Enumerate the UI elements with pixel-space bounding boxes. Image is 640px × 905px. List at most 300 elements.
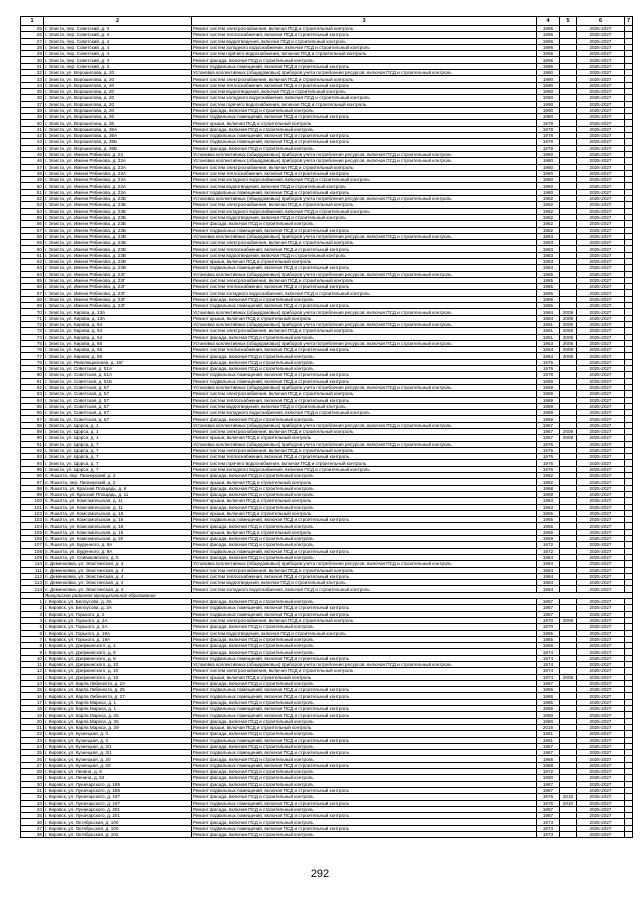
year-built-cell: 1967 xyxy=(537,422,560,428)
year-built-cell: 1984 xyxy=(537,586,560,592)
work-type-cell: Установка коллективных (общедомовых) приборов учета потребления ресурсов, включая ПСД и строительный контроль xyxy=(192,271,537,277)
year-built-cell: 1965 xyxy=(537,510,560,516)
year-repair-cell: 2009 xyxy=(560,435,577,441)
address-cell: г. Элиста, ул. Ворошилова, д. 36 xyxy=(44,120,192,126)
row-number-cell: 3 xyxy=(21,611,44,617)
year-built-cell: 1987 xyxy=(537,611,560,617)
work-type-cell: Ремонт фасада, включая ПСД и строительный контроль xyxy=(192,221,537,227)
work-type-cell: Ремонт подвальных помещений, включая ПСД и строительный контроль xyxy=(192,139,537,145)
period-cell: 2025-2027 xyxy=(577,479,625,485)
work-type-cell: Ремонт фасада, включая ПСД и строительный контроль xyxy=(192,806,537,812)
period-cell: 2025-2027 xyxy=(577,485,625,491)
period-cell: 2025-2027 xyxy=(577,321,625,327)
work-type-cell: Ремонт крыши, включая ПСД и строительный контроль xyxy=(192,479,537,485)
year-built-cell: 1980 xyxy=(537,775,560,781)
work-type-cell: Ремонт фасада, включая ПСД и строительный контроль xyxy=(192,296,537,302)
year-built-cell: 1976 xyxy=(537,366,560,372)
period-cell: 2025-2027 xyxy=(577,246,625,252)
year-built-cell: 1985 xyxy=(537,699,560,705)
work-type-cell: Ремонт систем водоотведения, включая ПСД и строительный контроль xyxy=(192,38,537,44)
year-built-cell: 1981 xyxy=(537,737,560,743)
year-built-cell: 1981 xyxy=(537,731,560,737)
row-number-cell: 106 xyxy=(21,536,44,542)
year-built-cell: 1982 xyxy=(537,221,560,227)
row-number-cell: 38 xyxy=(21,832,44,838)
row-number-cell: 1 xyxy=(21,599,44,605)
year-built-cell: 1985 xyxy=(537,271,560,277)
table-body xyxy=(21,17,633,838)
work-type-cell: Ремонт систем электроснабжения, включая ПСД и строительный контроль xyxy=(192,277,537,283)
work-type-cell: Ремонт фасада, включая ПСД и строительный контроль xyxy=(192,107,537,113)
row-number-cell: 29 xyxy=(21,775,44,781)
work-type-cell: Ремонт систем горячего водоснабжения, включая ПСД и строительный контроль xyxy=(192,460,537,466)
period-cell: 2025-2027 xyxy=(577,114,625,120)
row-number-cell: 14 xyxy=(21,680,44,686)
year-built-cell: 1973 xyxy=(537,825,560,831)
period-cell: 2025-2027 xyxy=(577,196,625,202)
work-type-cell: Ремонт систем электроснабжения, включая ПСД и строительный контроль xyxy=(192,26,537,32)
period-cell: 2025-2027 xyxy=(577,397,625,403)
year-repair-cell: 2010 xyxy=(560,794,577,800)
year-built-cell: 1980 xyxy=(537,158,560,164)
period-cell: 2025-2027 xyxy=(577,183,625,189)
year-built-cell: 1986 xyxy=(537,687,560,693)
year-built-cell: 1983 xyxy=(537,252,560,258)
period-cell: 2025-2027 xyxy=(577,699,625,705)
year-built-cell: 1987 xyxy=(537,813,560,819)
period-cell: 2025-2027 xyxy=(577,806,625,812)
row-number-cell: 32 xyxy=(21,70,44,76)
work-type-cell: Ремонт фасада, включая ПСД и строительный контроль xyxy=(192,334,537,340)
header-cell-2: 2 xyxy=(44,17,192,26)
address-cell: г. Элиста, пер. Советский, д. 4 xyxy=(44,38,192,44)
address-cell: г. Кировск, ул. Карла Маркса, д. 29 xyxy=(44,724,192,730)
address-cell: г. Элиста, пер. Советский, д. 4 xyxy=(44,51,192,57)
year-built-cell: 1976 xyxy=(537,460,560,466)
work-type-cell: Ремонт фасада, включая ПСД и строительный контроль xyxy=(192,775,537,781)
year-built-cell: 1980 xyxy=(537,718,560,724)
address-cell: г. Кировск, ул. Луначарского, д. 197 xyxy=(44,800,192,806)
address-cell: г. Элиста, ул. Имени Рябинова, д. 23В xyxy=(44,233,192,239)
period-cell: 2025-2027 xyxy=(577,107,625,113)
work-type-cell: Ремонт крыши, включая ПСД и строительный контроль xyxy=(192,510,537,516)
period-cell: 2025-2027 xyxy=(577,800,625,806)
period-cell: 2025-2027 xyxy=(577,214,625,220)
row-number-cell: 28 xyxy=(21,44,44,50)
period-cell: 2025-2027 xyxy=(577,101,625,107)
period-cell: 2025-2027 xyxy=(577,403,625,409)
year-repair-cell: 2008 xyxy=(560,347,577,353)
address-cell: г. Кировск, ул. Карла Либкнехта, д. 25 xyxy=(44,687,192,693)
row-number-cell: 78 xyxy=(21,359,44,365)
row-number-cell: 96 xyxy=(21,473,44,479)
year-built-cell: 1983 xyxy=(537,258,560,264)
period-cell: 2025-2027 xyxy=(577,567,625,573)
address-cell: г. Кировск, ул. Луначарского, д. 185 xyxy=(44,781,192,787)
work-type-cell: Ремонт систем теплоснабжения, включая ПСД и строительный контроль xyxy=(192,397,537,403)
address-cell: г. Элиста, ул. Советская, д. 51А xyxy=(44,366,192,372)
work-type-cell: Ремонт крыши, включая ПСД и строительный контроль xyxy=(192,674,537,680)
work-type-cell: Ремонт подвальных помещений, включая ПСД и строительный контроль xyxy=(192,605,537,611)
address-cell: г. Кировск, ул. Горького, д. 19А xyxy=(44,630,192,636)
year-built-cell: 1987 xyxy=(537,781,560,787)
header-cell-1: 1 xyxy=(21,17,44,26)
year-built-cell: 1983 xyxy=(537,233,560,239)
year-built-cell: 1985 xyxy=(537,630,560,636)
row-number-cell: 114 xyxy=(21,586,44,592)
year-built-cell: 1980 xyxy=(537,164,560,170)
work-type-cell: Ремонт подвальных помещений, включая ПСД и строительный контроль xyxy=(192,265,537,271)
work-type-cell: Ремонт подвальных помещений, включая ПСД и строительный контроль xyxy=(192,687,537,693)
period-cell: 2025-2027 xyxy=(577,706,625,712)
address-cell: г. Элиста, ул. Кирова, д. 66 xyxy=(44,340,192,346)
row-number-cell: 93 xyxy=(21,454,44,460)
period-cell: 2025-2027 xyxy=(577,599,625,605)
work-type-cell: Ремонт систем горячего водоснабжения, включая ПСД и строительный контроль xyxy=(192,101,537,107)
address-cell: г. Кировск, ул. Карла Маркса, д. 1 xyxy=(44,699,192,705)
work-type-cell: Ремонт систем теплоснабжения, включая ПСД и строительный контроль xyxy=(192,170,537,176)
work-type-cell: Ремонт систем водоотведения, включая ПСД и строительный контроль xyxy=(192,630,537,636)
period-cell: 2025-2027 xyxy=(577,145,625,151)
year-built-cell: 1982 xyxy=(537,196,560,202)
year-built-cell: 1974 xyxy=(537,661,560,667)
row-number-cell: 11 xyxy=(21,661,44,667)
row-number-cell: 112 xyxy=(21,573,44,579)
work-type-cell: Ремонт фасада, включая ПСД и строительный контроль xyxy=(192,699,537,705)
address-cell: г. Элиста, ул. Имени Рябинова, д. 23Г xyxy=(44,303,192,309)
work-type-cell: Установка коллективных (общедомовых) приборов учета потребления ресурсов, включая ПСД и строительный контроль xyxy=(192,151,537,157)
period-cell: 2025-2027 xyxy=(577,391,625,397)
address-cell: г. Кировск, ул. Дзержинского, д. 8 xyxy=(44,655,192,661)
period-cell: 2025-2027 xyxy=(577,491,625,497)
period-cell: 2025-2027 xyxy=(577,542,625,548)
period-cell: 2025-2027 xyxy=(577,296,625,302)
year-built-cell: 1982 xyxy=(537,473,560,479)
period-cell: 2025-2027 xyxy=(577,120,625,126)
period-cell: 2025-2027 xyxy=(577,819,625,825)
year-built-cell: 1985 xyxy=(537,706,560,712)
row-number-cell: 9 xyxy=(21,649,44,655)
row-number-cell: 104 xyxy=(21,523,44,529)
year-built-cell: 1989 xyxy=(537,384,560,390)
row-number-cell: 4 xyxy=(21,617,44,623)
address-cell: г. Кировск, ул. Ленина, д. 9 xyxy=(44,769,192,775)
address-cell: г. Кировск, ул. Карла Маркса, д. 1 xyxy=(44,706,192,712)
address-cell: г. Элиста, ул. Революционная, д. 16Г xyxy=(44,359,192,365)
row-number-cell: 47 xyxy=(21,164,44,170)
row-number-cell: 52 xyxy=(21,196,44,202)
period-cell: 2025-2027 xyxy=(577,447,625,453)
row-number-cell: 77 xyxy=(21,353,44,359)
address-cell: п. Яшалта, ул. Комсомольская, д. 16 xyxy=(44,517,192,523)
period-cell: 2025-2027 xyxy=(577,240,625,246)
work-type-cell: Ремонт фасада, включая ПСД и строительный контроль xyxy=(192,542,537,548)
address-cell: п. Яшалта, ул. Комсомольская, д. 20 xyxy=(44,536,192,542)
period-cell: 2025-2027 xyxy=(577,309,625,315)
address-cell: г. Элиста, пер. Советский, д. 4 xyxy=(44,63,192,69)
row-number-cell: 30 xyxy=(21,781,44,787)
period-cell: 2025-2027 xyxy=(577,561,625,567)
address-cell: г. Кировск, ул. Луначарского, д. 197 xyxy=(44,794,192,800)
address-cell: г. Кировск, ул. Карла Либкнехта, д. 2А xyxy=(44,680,192,686)
period-cell: 2025-2027 xyxy=(577,718,625,724)
period-cell: 2025-2027 xyxy=(577,611,625,617)
row-number-cell: 12 xyxy=(21,668,44,674)
period-cell: 2025-2027 xyxy=(577,517,625,523)
year-built-cell: 1983 xyxy=(537,240,560,246)
row-number-cell: 57 xyxy=(21,227,44,233)
period-cell: 2025-2027 xyxy=(577,750,625,756)
row-number-cell: 43 xyxy=(21,139,44,145)
address-cell: г. Элиста, ул. Ворошилова, д. 36Б xyxy=(44,145,192,151)
year-built-cell: 1965 xyxy=(537,529,560,535)
address-cell: п. Яшалта, ул. Комсомольская, д. 11 xyxy=(44,504,192,510)
work-type-cell: Ремонт подвальных помещений, включая ПСД и строительный контроль xyxy=(192,737,537,743)
work-type-cell: Ремонт подвальных помещений, включая ПСД и строительный контроль xyxy=(192,813,537,819)
year-repair-cell: 2008 xyxy=(560,340,577,346)
address-cell: г. Кировск, ул. Кузнецкая, д. 3 xyxy=(44,731,192,737)
period-cell: 2025-2027 xyxy=(577,221,625,227)
period-cell: 2025-2027 xyxy=(577,435,625,441)
work-type-cell: Ремонт систем теплоснабжения, включая ПСД и строительный контроль xyxy=(192,82,537,88)
row-number-cell: 70 xyxy=(21,309,44,315)
work-type-cell: Ремонт подвальных помещений, включая ПСД и строительный контроль xyxy=(192,133,537,139)
address-cell: г. Элиста, ул. Кирова, д. 64 xyxy=(44,334,192,340)
work-type-cell: Ремонт фасада, включая ПСД и строительный контроль xyxy=(192,781,537,787)
work-type-cell: Ремонт систем теплоснабжения, включая ПСД и строительный контроль xyxy=(192,284,537,290)
row-number-cell: 7 xyxy=(21,636,44,642)
row-number-cell: 34 xyxy=(21,82,44,88)
period-cell: 2025-2027 xyxy=(577,88,625,94)
year-built-cell: 1973 xyxy=(537,832,560,838)
address-cell: г. Кировск, ул. Луначарского, д. 201 xyxy=(44,806,192,812)
address-cell: г. Элиста, пер. Советский, д. 4 xyxy=(44,32,192,38)
year-built-cell: 1966 xyxy=(537,643,560,649)
row-number-cell: 100 xyxy=(21,498,44,504)
work-type-cell: Ремонт систем электроснабжения, включая ПСД и строительный контроль xyxy=(192,391,537,397)
work-type-cell: Ремонт систем электроснабжения, включая ПСД и строительный контроль xyxy=(192,447,537,453)
address-cell: г. Кировск, ул. Луначарского, д. 201 xyxy=(44,813,192,819)
address-cell: г. Элиста, ул. Имени Рябинова, д. 23Г xyxy=(44,271,192,277)
address-cell: г. Элиста, ул. Кирова, д. 13А xyxy=(44,309,192,315)
row-number-cell: 95 xyxy=(21,466,44,472)
year-built-cell: 1973 xyxy=(537,819,560,825)
period-cell: 2025-2027 xyxy=(577,775,625,781)
year-built-cell: 1983 xyxy=(537,265,560,271)
year-repair-cell: 2009 xyxy=(560,315,577,321)
year-built-cell: 1979 xyxy=(537,145,560,151)
year-built-cell: 1980 xyxy=(537,712,560,718)
address-cell: п. Деменковка, ул. Элистинская, д. 4 xyxy=(44,567,192,573)
year-built-cell: 1984 xyxy=(537,554,560,560)
address-cell: г. Элиста, ул. Имени Рябинова, д. 23А xyxy=(44,189,192,195)
year-built-cell: 1963 xyxy=(537,340,560,346)
year-built-cell: 1987 xyxy=(537,750,560,756)
period-cell: 2025-2027 xyxy=(577,460,625,466)
address-cell: п. Яшалта, ул. Буденного, д. 9А xyxy=(44,542,192,548)
address-cell: г. Элиста, ул. Ворошилова, д. 36А xyxy=(44,126,192,132)
period-cell: 2025-2027 xyxy=(577,769,625,775)
period-cell: 2025-2027 xyxy=(577,825,625,831)
row-number-cell: 31 xyxy=(21,787,44,793)
work-type-cell: Ремонт систем водоотведения, включая ПСД и строительный контроль xyxy=(192,88,537,94)
work-type-cell: Ремонт систем холодного водоснабжения, включая ПСД и строительный контроль xyxy=(192,410,537,416)
address-cell: п. Деменковка, ул. Элистинская, д. 4 xyxy=(44,586,192,592)
work-type-cell: Установка коллективных (общедомовых) приборов учета потребления ресурсов, включая ПСД и строительный контроль xyxy=(192,441,537,447)
work-type-cell: Ремонт фасада, включая ПСД и строительный контроль xyxy=(192,731,537,737)
address-cell: п. Яшалта, ул. Красная Площадь, д. 9 xyxy=(44,485,192,491)
work-type-cell: Ремонт систем электроснабжения, включая ПСД и строительный контроль xyxy=(192,429,537,435)
address-cell: г. Элиста, ул. Советская, д. 51А xyxy=(44,372,192,378)
row-number-cell: 86 xyxy=(21,410,44,416)
year-built-cell: 1976 xyxy=(537,359,560,365)
work-type-cell: Ремонт фасада, включая ПСД и строительный контроль xyxy=(192,718,537,724)
year-built-cell: 1961 xyxy=(537,328,560,334)
address-cell: г. Элиста, ул. Щорса, д. 7 xyxy=(44,441,192,447)
work-type-cell: Ремонт фасада, включая ПСД и строительный контроль xyxy=(192,599,537,605)
period-cell: 2025-2027 xyxy=(577,233,625,239)
year-built-cell: 1989 xyxy=(537,397,560,403)
row-number-cell: 30 xyxy=(21,57,44,63)
period-cell: 2025-2027 xyxy=(577,170,625,176)
row-number-cell: 66 xyxy=(21,284,44,290)
year-built-cell: 1990 xyxy=(537,107,560,113)
address-cell: п. Яшалта, ул. Буденного, д. 9А xyxy=(44,548,192,554)
row-number-cell: 101 xyxy=(21,504,44,510)
year-repair-cell: 2008 xyxy=(560,353,577,359)
address-cell: г. Элиста, ул. Имени Рябинова, д. 23Б xyxy=(44,196,192,202)
work-type-cell: Ремонт подвальных помещений, включая ПСД и строительный контроль xyxy=(192,693,537,699)
work-type-cell: Ремонт систем холодного водоснабжения, включая ПСД и строительный контроль xyxy=(192,95,537,101)
row-number-cell: 97 xyxy=(21,479,44,485)
address-cell: г. Элиста, ул. Имени Рябинова, д. 23Б xyxy=(44,227,192,233)
year-repair-cell: 2006 xyxy=(560,328,577,334)
year-built-cell: 1990 xyxy=(537,82,560,88)
work-type-cell: Ремонт систем теплоснабжения, включая ПСД и строительный контроль xyxy=(192,454,537,460)
year-built-cell: 1985 xyxy=(537,284,560,290)
period-cell: 2025-2027 xyxy=(577,290,625,296)
address-cell: г. Элиста, ул. Щорса, д. 1 xyxy=(44,435,192,441)
year-built-cell: 1990 xyxy=(537,76,560,82)
work-type-cell: Ремонт систем электроснабжения, включая ПСД и строительный контроль xyxy=(192,240,537,246)
address-cell: г. Элиста, ул. Имени Рябинова, д. 23Б xyxy=(44,214,192,220)
work-type-cell: Ремонт систем холодного водоснабжения, включая ПСД и строительный контроль xyxy=(192,290,537,296)
work-type-cell: Ремонт систем электроснабжения, включая ПСД и строительный контроль xyxy=(192,76,537,82)
address-cell: г. Элиста, ул. Ворошилова, д. 20 xyxy=(44,95,192,101)
year-built-cell: 1970 xyxy=(537,617,560,623)
address-cell: г. Элиста, ул. Ворошилова, д. 36А xyxy=(44,133,192,139)
address-cell: г. Элиста, ул. Ворошилова, д. 20 xyxy=(44,114,192,120)
year-built-cell: 1989 xyxy=(537,410,560,416)
work-type-cell: Ремонт фасада, включая ПСД и строительный контроль xyxy=(192,366,537,372)
work-type-cell: Ремонт систем водоотведения, включая ПСД и строительный контроль xyxy=(192,580,537,586)
row-number-cell: 92 xyxy=(21,447,44,453)
work-type-cell: Ремонт подвальных помещений, включая ПСД и строительный контроль xyxy=(192,378,537,384)
address-cell: г. Элиста, ул. Кирова, д. 66 xyxy=(44,353,192,359)
row-number-cell: 25 xyxy=(21,26,44,32)
row-number-cell: 113 xyxy=(21,580,44,586)
row-number-cell: 75 xyxy=(21,340,44,346)
year-built-cell: 1980 xyxy=(537,151,560,157)
row-number-cell: 67 xyxy=(21,290,44,296)
row-number-cell: 107 xyxy=(21,542,44,548)
period-cell: 2025-2027 xyxy=(577,617,625,623)
period-cell: 2025-2027 xyxy=(577,536,625,542)
address-cell: г. Элиста, ул. Щорса, д. 7 xyxy=(44,466,192,472)
row-number-cell: 17 xyxy=(21,699,44,705)
year-built-cell: 1990 xyxy=(537,101,560,107)
period-cell: 2025-2027 xyxy=(577,737,625,743)
period-cell: 2025-2027 xyxy=(577,523,625,529)
period-cell: 2025-2027 xyxy=(577,126,625,132)
period-cell: 2025-2027 xyxy=(577,762,625,768)
work-type-cell: Ремонт систем электроснабжения, включая ПСД и строительный контроль xyxy=(192,617,537,623)
work-type-cell: Ремонт фасада, включая ПСД и строительный контроль xyxy=(192,636,537,642)
period-cell: 2025-2027 xyxy=(577,687,625,693)
row-number-cell: 27 xyxy=(21,762,44,768)
work-type-cell: Установка коллективных (общедомовых) приборов учета потребления ресурсов, включая ПСД и строительный контроль xyxy=(192,158,537,164)
address-cell: г. Элиста, ул. Имени Рябинова, д. 23А xyxy=(44,183,192,189)
table-row xyxy=(21,832,633,838)
year-built-cell: 1961 xyxy=(537,334,560,340)
year-built-cell: 1985 xyxy=(537,296,560,302)
row-number-cell: 24 xyxy=(21,743,44,749)
work-type-cell: Ремонт подвальных помещений, включая ПСД и строительный контроль xyxy=(192,227,537,233)
year-built-cell: 1974 xyxy=(537,668,560,674)
row-number-cell: 25 xyxy=(21,750,44,756)
work-type-cell: Ремонт фасада, включая ПСД и строительный контроль xyxy=(192,504,537,510)
year-built-cell: 1968 xyxy=(537,485,560,491)
page-number: 292 xyxy=(310,868,330,880)
address-cell: г. Кировск, ул. Кузнецкая, д. 3 xyxy=(44,737,192,743)
row-number-cell: 74 xyxy=(21,334,44,340)
row-number-cell: 21 xyxy=(21,724,44,730)
year-built-cell: 1983 xyxy=(537,246,560,252)
row-number-cell: 68 xyxy=(21,296,44,302)
address-cell: г. Элиста, ул. Щорса, д. 1 xyxy=(44,429,192,435)
address-cell: г. Элиста, ул. Советская, д. 57 xyxy=(44,416,192,422)
address-cell: п. Яшалта, ул. Комсомольская, д. 11 xyxy=(44,498,192,504)
work-type-cell: Ремонт подвальных помещений, включая ПСД и строительный контроль xyxy=(192,189,537,195)
period-cell: 2025-2027 xyxy=(577,473,625,479)
work-type-cell: Ремонт систем теплоснабжения, включая ПСД и строительный контроль xyxy=(192,347,537,353)
period-cell: 2025-2027 xyxy=(577,70,625,76)
row-number-cell: 48 xyxy=(21,170,44,176)
work-type-cell: Ремонт подвальных помещений, включая ПСД и строительный контроль xyxy=(192,706,537,712)
work-type-cell: Ремонт подвальных помещений, включая ПСД и строительный контроль xyxy=(192,372,537,378)
work-type-cell: Ремонт подвальных помещений, включая ПСД и строительный контроль xyxy=(192,712,537,718)
address-cell: г. Элиста, ул. Имени Рябинова, д. 23Г xyxy=(44,277,192,283)
row-number-cell: 73 xyxy=(21,328,44,334)
year-built-cell: 1989 xyxy=(537,403,560,409)
address-cell: г. Элиста, ул. Щорса, д. 7 xyxy=(44,454,192,460)
year-built-cell: 1974 xyxy=(537,674,560,680)
row-number-cell: 13 xyxy=(21,674,44,680)
work-type-cell: Ремонт подвальных помещений, включая ПСД и строительный контроль xyxy=(192,787,537,793)
row-number-cell: 40 xyxy=(21,120,44,126)
row-number-cell: 63 xyxy=(21,265,44,271)
row-number-cell: 53 xyxy=(21,202,44,208)
year-built-cell: 1985 xyxy=(537,303,560,309)
row-number-cell: 62 xyxy=(21,258,44,264)
address-cell: г. Элиста, ул. Советская, д. 57 xyxy=(44,403,192,409)
year-built-cell: 1974 xyxy=(537,655,560,661)
address-cell: п. Деменковка, ул. Элистинская, д. 4 xyxy=(44,580,192,586)
address-cell: п. Яшалта, пер. Пионерский, д. 2 xyxy=(44,479,192,485)
row-number-cell: 10 xyxy=(21,655,44,661)
work-type-cell: Ремонт фасада, включая ПСД и строительный контроль xyxy=(192,536,537,542)
work-type-cell: Ремонт фасада, включая ПСД и строительный контроль xyxy=(192,743,537,749)
